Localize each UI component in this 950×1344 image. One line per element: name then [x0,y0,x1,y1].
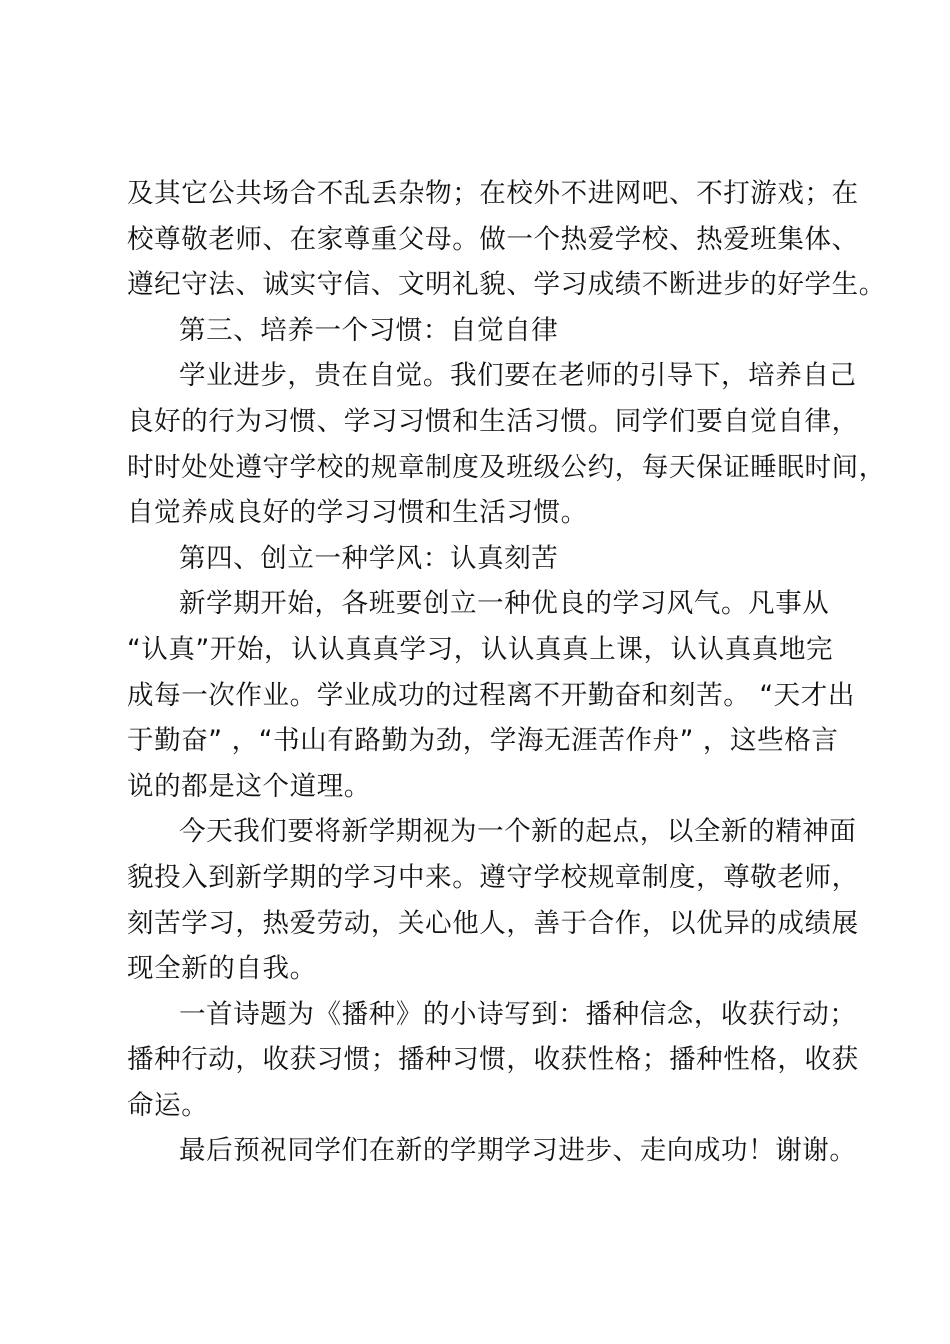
text-line: 刻苦学习，热爱劳动，关心他人，善于合作，以优异的成绩展 [127,907,859,939]
text-line: 播种行动，收获习惯；播种习惯，收获性格；播种性格，收获 [127,1044,859,1076]
text-line: 时时处处遵守学校的规章制度及班级公约，每天保证睡眠时间， [127,451,886,483]
text-line: 今天我们要将新学期视为一个新的起点，以全新的精神面 [179,816,857,848]
text-line: 学业进步，贵在自觉。我们要在老师的引导下，培养自己 [179,360,857,392]
document-body [127,171,886,1174]
text-line: 遵纪守法、诚实守信、文明礼貌、学习成绩不断进步的好学生。 [127,269,886,301]
text-line: 于勤奋” ，“书山有路勤为劲，学海无涯苦作舟” ，这些格言 [127,725,839,757]
text-line: 新学期开始，各班要创立一种优良的学习风气。凡事从 [179,588,830,620]
closing-line: 最后预祝同学们在新的学期学习进步、走向成功！谢谢。 [179,1135,857,1167]
text-line: “认真”开始，认认真真学习，认认真真上课，认认真真地完 [127,633,834,665]
section-heading: 第四、创立一种学风：认真刻苦 [179,542,559,574]
text-line: 校尊敬老师、在家尊重父母。做一个热爱学校、热爱班集体、 [127,223,859,255]
text-line: 现全新的自我。 [127,953,317,985]
text-line: 一首诗题为《播种》的小诗写到：播种信念，收获行动； [179,998,857,1030]
text-line: 说的都是这个道理。 [127,770,371,802]
text-line: 及其它公共场合不乱丢杂物；在校外不进网吧、不打游戏；在 [127,178,859,209]
text-line: 成每一次作业。学业成功的过程离不开勤奋和刻苦。 “天才出 [127,679,855,711]
text-line: 良好的行为习惯、学习习惯和生活习惯。同学们要自觉自律， [127,405,859,437]
section-heading: 第三、培养一个习惯：自觉自律 [179,314,559,346]
text-line: 貌投入到新学期的学习中来。遵守学校规章制度，尊敬老师， [127,861,859,893]
text-line: 自觉养成良好的学习习惯和生活习惯。 [127,497,588,529]
text-line: 命运。 [127,1089,209,1121]
